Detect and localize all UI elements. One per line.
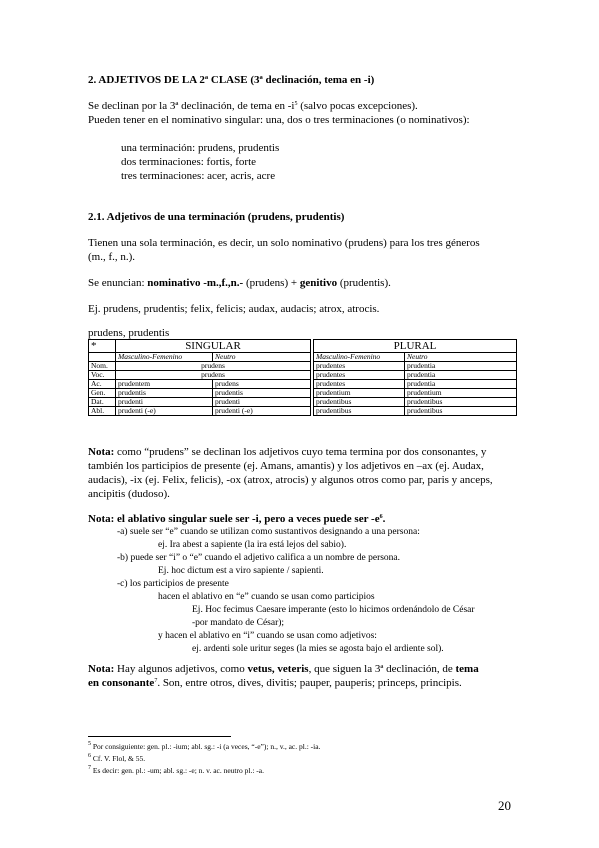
- nota-text: como “prudens” se declinan los adjetivos cuyo tema termina por dos consonantes, y: [114, 446, 487, 458]
- case-label: Nom.: [89, 362, 116, 371]
- singular-header: SINGULAR: [116, 340, 311, 353]
- plural-mf-form: prudentes: [314, 371, 405, 380]
- singular-n-form: prudens: [213, 380, 311, 389]
- footnote-text: Es decir: gen. pl.: -um; abl. sg.: -e; n. v. ac. neutro pl.: -a.: [91, 766, 265, 775]
- nota2-example: ej. ardenti sole uritur seges (la mies se agosta bajo el ardiente sol).: [192, 644, 444, 654]
- singular-n-form: prudenti (-e): [213, 407, 311, 416]
- footnote: [88, 742, 320, 752]
- paragraph-line: Tienen una sola terminación, es decir, un solo nominativo (prudens) para los tres géneros: [88, 237, 480, 249]
- nota-text: , que siguen la 3ª declinación, de: [308, 663, 456, 675]
- footnote-ref[interactable]: 5: [294, 101, 298, 107]
- footnote: [88, 766, 264, 776]
- singular-n-form: prudentis: [213, 389, 311, 398]
- nota1-line: ancipitis (dudoso).: [88, 488, 170, 500]
- table-row: [89, 407, 517, 416]
- table-header-row: [89, 340, 517, 353]
- nota2-example: Ej. Hoc fecimus Caesare imperante (esto lo hicimos ordenándolo de César: [192, 605, 475, 615]
- nota3-line-2: [88, 676, 462, 690]
- singular-mf-form: prudentis: [116, 389, 213, 398]
- section-title: 2. ADJETIVOS DE LA 2ª CLASE (3ª declinación, tema en -i): [88, 74, 375, 86]
- plural-n-form: prudentibus: [405, 398, 517, 407]
- case-label: Voc.: [89, 371, 116, 380]
- nota2-item: -b) puede ser “i” o “e” cuando el adjetivo califica a un nombre de persona.: [117, 553, 401, 563]
- table-row: [89, 371, 517, 380]
- table-row: [89, 398, 517, 407]
- intro-line-1: [88, 99, 418, 113]
- enunciation-nominative: nominativo -m.,f.,n.-: [147, 277, 244, 289]
- nota2-title-end: .: [382, 513, 386, 525]
- nota2-subitem: hacen el ablativo en “e” cuando se usan como participios: [158, 592, 375, 602]
- nota-text: . Son, entre otros, dives, divitis; pauper, pauperis; princeps, principis.: [157, 677, 462, 689]
- termination-item: tres terminaciones: acer, acris, acre: [121, 170, 276, 182]
- nota2-item: -c) los participios de presente: [117, 579, 229, 589]
- page-number: 20: [498, 798, 511, 813]
- empty-cell: [89, 353, 116, 362]
- nota1-line-1: [88, 445, 486, 459]
- plural-mf-form: prudentes: [314, 380, 405, 389]
- nota2-example: -por mandato de César);: [192, 618, 285, 628]
- termination-item: dos terminaciones: fortis, forte: [121, 156, 257, 168]
- plural-mf-form: prudentibus: [314, 398, 405, 407]
- footnote-text: Cf. V. Flol, & 55.: [91, 754, 146, 763]
- case-label: Dat.: [89, 398, 116, 407]
- table-subheader-row: [89, 353, 517, 362]
- nota2-example: ej. Ira abest a sapiente (la ira está lejos del sabio).: [158, 540, 347, 550]
- nota2-item: -a) suele ser “e” cuando se utilizan como sustantivos designando a una persona:: [117, 527, 420, 537]
- table-row: [89, 389, 517, 398]
- nota-bold: vetus, veteris: [247, 663, 309, 675]
- footnote-number: 5: [88, 741, 91, 747]
- footnote-text: Por consiguiente: gen. pl.: -ium; abl. sg.: -i (a veces, “-e”); n., v., ac. pl.: -ia.: [91, 742, 321, 751]
- footnote-number: 6: [88, 753, 91, 759]
- footnote-ref[interactable]: 6: [379, 514, 383, 520]
- plural-n-form: prudentia: [405, 380, 517, 389]
- singular-mf-form: prudenti (-e): [116, 407, 213, 416]
- nota-bold: tema: [455, 663, 479, 675]
- intro-line-2: Pueden tener en el nominativo singular: una, dos o tres terminaciones (o nominativos):: [88, 114, 470, 126]
- intro-text: Se declinan por la 3ª declinación, de tema en -i: [88, 100, 295, 112]
- enunciation-text: (prudentis).: [337, 277, 391, 289]
- nota-label: Nota:: [88, 446, 115, 458]
- table-row: [89, 362, 517, 371]
- table-row: [89, 380, 517, 389]
- enunciation-line: [88, 276, 391, 290]
- nota-text: Hay algunos adjetivos, como: [114, 663, 248, 675]
- plural-mf-form: prudentes: [314, 362, 405, 371]
- nota2-subitem: y hacen el ablativo en “i” cuando se usan como adjetivos:: [158, 631, 377, 641]
- termination-item: una terminación: prudens, prudentis: [121, 142, 280, 154]
- enunciation-text: (prudens) +: [243, 277, 300, 289]
- footnote-number: 7: [88, 765, 91, 771]
- sub-mf-plural: Masculino-Femenino: [314, 353, 405, 362]
- footnote: [88, 754, 145, 764]
- sub-mf-singular: Masculino-Femenino: [116, 353, 213, 362]
- plural-mf-form: prudentibus: [314, 407, 405, 416]
- plural-n-form: prudentia: [405, 371, 517, 380]
- enunciation-text: Se enuncian:: [88, 277, 148, 289]
- singular-mf-form: prudenti: [116, 398, 213, 407]
- nota-label: Nota:: [88, 663, 115, 675]
- nota1-line: también los participios de presente (ej. Amans, amantis) y los adjetivos en –ax (ej. Audax,: [88, 460, 484, 472]
- sub-n-plural: Neutro: [405, 353, 517, 362]
- nota2-example: Ej. hoc dictum est a viro sapiente / sapienti.: [158, 566, 324, 576]
- nota-bold: en consonante: [88, 677, 155, 689]
- nota2-title: [88, 512, 385, 526]
- footnote-ref[interactable]: 7: [154, 678, 158, 684]
- nota2-title-text: Nota: el ablativo singular suele ser -i, pero a veces puede ser -e: [88, 513, 380, 525]
- singular-form: prudens: [116, 362, 311, 371]
- footnote-divider: [88, 736, 231, 737]
- singular-mf-form: prudentem: [116, 380, 213, 389]
- case-label: Ac.: [89, 380, 116, 389]
- case-label: Abl.: [89, 407, 116, 416]
- declension-table: [88, 339, 517, 416]
- singular-n-form: prudenti: [213, 398, 311, 407]
- subsection-title: 2.1. Adjetivos de una terminación (prudens, prudentis): [88, 211, 345, 223]
- nota1-line: audacis), -ix (ej. Felix, felicis), -ox (atrox, atrocis) y algunos otros como par, paris y anceps,: [88, 474, 493, 486]
- table-caption: prudens, prudentis: [88, 327, 170, 339]
- table-corner: *: [89, 340, 116, 353]
- plural-n-form: prudentia: [405, 362, 517, 371]
- enunciation-genitive: genitivo: [299, 277, 338, 289]
- plural-mf-form: prudentium: [314, 389, 405, 398]
- plural-header: PLURAL: [314, 340, 517, 353]
- case-label: Gen.: [89, 389, 116, 398]
- sub-n-singular: Neutro: [213, 353, 311, 362]
- nota3-line-1: [88, 662, 479, 676]
- intro-text-end: (salvo pocas excepciones).: [297, 100, 418, 112]
- plural-n-form: prudentibus: [405, 407, 517, 416]
- plural-n-form: prudentium: [405, 389, 517, 398]
- paragraph-line: (m., f., n.).: [88, 251, 136, 263]
- examples-line: Ej. prudens, prudentis; felix, felicis; audax, audacis; atrox, atrocis.: [88, 303, 380, 315]
- singular-form: prudens: [116, 371, 311, 380]
